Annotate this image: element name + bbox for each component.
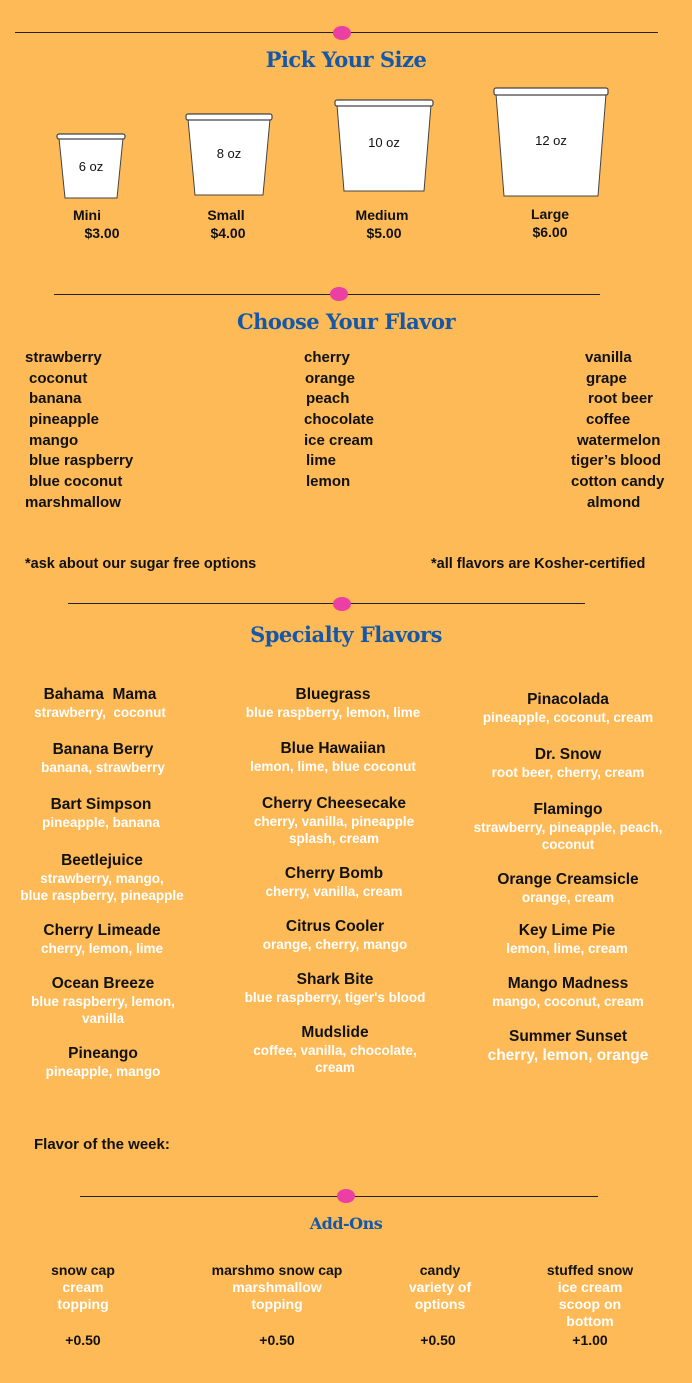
specialty-ingredients: cherry, vanilla, cream bbox=[265, 884, 403, 899]
size-price-large: $6.00 bbox=[532, 224, 568, 240]
flavor-item: lemon bbox=[306, 473, 351, 491]
flavor-item: ice cream bbox=[304, 431, 374, 449]
addon-desc: marshmallow bbox=[232, 1279, 322, 1295]
specialty-ingredients: blue raspberry, lemon, lime bbox=[245, 705, 421, 720]
specialty-flamingo bbox=[453, 801, 683, 853]
addon-marshmo-snow-cap[interactable] bbox=[192, 1262, 362, 1313]
flavor-item: tiger’s blood bbox=[571, 452, 661, 470]
specialty-name: Banana Berry bbox=[52, 741, 154, 758]
specialty-name: Bluegrass bbox=[295, 686, 371, 703]
addon-stuffed-snow[interactable] bbox=[505, 1262, 675, 1330]
specialty-ingredients-line2: coconut bbox=[541, 837, 595, 852]
specialty-ingredients: root beer, cherry, cream bbox=[491, 765, 645, 780]
size-name-small: Small bbox=[207, 207, 245, 223]
flavor-item: chocolate bbox=[304, 411, 375, 429]
specialty-name: Cherry Bomb bbox=[284, 865, 384, 882]
addon-name: snow cap bbox=[51, 1262, 115, 1278]
divider-dot-addons bbox=[337, 1189, 355, 1203]
specialty-summer-sunset bbox=[453, 1028, 683, 1066]
addon-desc: ice cream bbox=[557, 1279, 623, 1295]
specialty-ingredients: cherry, lemon, lime bbox=[40, 941, 164, 956]
specialty-name: Bart Simpson bbox=[50, 796, 152, 813]
flavor-item: coconut bbox=[29, 369, 88, 387]
flavor-item: pineapple bbox=[29, 411, 100, 429]
specialty-ingredients: coffee, vanilla, chocolate, bbox=[253, 1043, 417, 1058]
divider-dot-top bbox=[333, 26, 351, 40]
specialty-name: Blue Hawaiian bbox=[280, 740, 386, 757]
flavor-item: banana bbox=[29, 390, 82, 408]
specialty-cherry-limeade bbox=[0, 922, 217, 957]
flavor-item: strawberry bbox=[25, 349, 102, 366]
specialty-ingredients: lemon, lime, blue coconut bbox=[250, 759, 416, 774]
addon-desc: variety of bbox=[408, 1279, 472, 1295]
specialty-ingredients: pineapple, mango bbox=[45, 1064, 161, 1079]
flavor-column-2 bbox=[304, 348, 374, 493]
addon-desc: options bbox=[414, 1296, 466, 1312]
flavor-item: grape bbox=[586, 369, 627, 387]
flavor-item: peach bbox=[306, 390, 350, 408]
flavor-of-the-week-label: Flavor of the week: bbox=[34, 1136, 170, 1153]
cup-medium[interactable] bbox=[334, 99, 434, 192]
size-price-small: $4.00 bbox=[210, 225, 246, 241]
specialty-ingredients-line2: vanilla bbox=[81, 1011, 125, 1026]
specialty-name: Flamingo bbox=[533, 801, 603, 818]
addon-price-marshmo-snow-cap: +0.50 bbox=[259, 1332, 295, 1348]
specialty-blue-hawaiian bbox=[218, 740, 448, 775]
specialty-ingredients: cherry, vanilla, pineapple bbox=[253, 814, 415, 829]
specialty-name: Mudslide bbox=[301, 1024, 369, 1041]
specialty-ocean-breeze bbox=[0, 975, 218, 1027]
specialty-name: Cherry Limeade bbox=[43, 922, 161, 939]
specialty-mudslide bbox=[220, 1024, 450, 1076]
flavor-item: cotton candy bbox=[571, 473, 665, 491]
section-title-flavor: Choose Your Flavor bbox=[236, 309, 456, 334]
specialty-ingredients-line2: cream bbox=[315, 1060, 355, 1075]
flavor-item: blue coconut bbox=[29, 473, 123, 491]
cup-mini[interactable] bbox=[56, 133, 126, 199]
specialty-name: Orange Creamsicle bbox=[497, 871, 639, 888]
cup-large[interactable] bbox=[493, 87, 609, 197]
flavor-item: mango bbox=[29, 431, 79, 449]
note-sugar-free: *ask about our sugar free options bbox=[25, 556, 257, 572]
specialty-shark-bite bbox=[220, 971, 450, 1006]
specialty-ingredients-line2: splash, cream bbox=[288, 831, 380, 846]
specialty-ingredients: strawberry, pineapple, peach, bbox=[473, 820, 663, 835]
specialty-name: Bahama Mama bbox=[43, 686, 157, 703]
cup-mini-oz: 6 oz bbox=[78, 159, 104, 174]
divider-flavor bbox=[54, 294, 600, 295]
addon-candy[interactable] bbox=[355, 1262, 525, 1313]
addon-price-stuffed-snow: +1.00 bbox=[572, 1332, 608, 1348]
flavor-item: vanilla bbox=[585, 349, 632, 366]
specialty-ingredients: strawberry, mango, bbox=[40, 871, 164, 886]
specialty-name: Summer Sunset bbox=[508, 1028, 627, 1045]
specialty-name: Key Lime Pie bbox=[518, 922, 616, 939]
flavor-item: cherry bbox=[304, 349, 350, 366]
flavor-item: watermelon bbox=[577, 431, 661, 449]
size-name-large: Large bbox=[530, 206, 570, 222]
addon-desc: bottom bbox=[566, 1313, 614, 1329]
specialty-key-lime-pie bbox=[452, 922, 682, 957]
addon-name: marshmo snow cap bbox=[211, 1262, 343, 1278]
addon-price-snow-cap: +0.50 bbox=[65, 1332, 101, 1348]
specialty-ingredients: cherry, lemon, orange bbox=[487, 1047, 649, 1064]
specialty-citrus-cooler bbox=[220, 918, 450, 953]
specialty-name: Beetlejuice bbox=[61, 852, 143, 869]
specialty-banana-berry bbox=[0, 741, 218, 776]
cup-medium-oz: 10 oz bbox=[368, 135, 400, 150]
addon-desc: topping bbox=[57, 1296, 109, 1312]
divider-dot-specialty bbox=[333, 597, 351, 611]
addon-desc: scoop on bbox=[558, 1296, 622, 1312]
specialty-orange-creamsicle bbox=[453, 871, 683, 906]
specialty-ingredients: pineapple, banana bbox=[42, 815, 160, 830]
specialty-ingredients-line2: blue raspberry, pineapple bbox=[20, 888, 184, 903]
size-name-mini: Mini bbox=[73, 207, 101, 223]
specialty-ingredients: blue raspberry, lemon, bbox=[31, 994, 175, 1009]
specialty-cherry-cheesecake bbox=[219, 795, 449, 847]
specialty-ingredients: mango, coconut, cream bbox=[492, 994, 644, 1009]
specialty-ingredients: banana, strawberry bbox=[41, 760, 165, 775]
section-title-addons: Add-Ons bbox=[309, 1214, 383, 1233]
specialty-dr-snow bbox=[453, 746, 683, 781]
specialty-ingredients: orange, cherry, mango bbox=[262, 937, 408, 952]
section-title-size: Pick Your Size bbox=[265, 47, 427, 72]
flavor-column-1 bbox=[25, 348, 133, 514]
addon-desc: topping bbox=[251, 1296, 303, 1312]
specialty-ingredients: orange, cream bbox=[521, 890, 615, 905]
size-price-mini: $3.00 bbox=[84, 225, 120, 241]
addon-snow-cap[interactable] bbox=[0, 1262, 168, 1313]
specialty-ingredients: pineapple, coconut, cream bbox=[482, 710, 654, 725]
specialty-bart-simpson bbox=[0, 796, 216, 831]
flavor-column-3 bbox=[571, 348, 664, 514]
specialty-bluegrass bbox=[218, 686, 448, 721]
note-kosher: *all flavors are Kosher-certified bbox=[431, 556, 646, 572]
specialty-name: Citrus Cooler bbox=[285, 918, 385, 935]
size-name-medium: Medium bbox=[355, 207, 409, 223]
flavor-item: almond bbox=[587, 493, 641, 511]
flavor-item: root beer bbox=[588, 390, 654, 408]
specialty-beetlejuice bbox=[0, 852, 217, 904]
divider-specialty bbox=[68, 603, 585, 604]
specialty-pinacolada bbox=[453, 691, 683, 726]
specialty-cherry-bomb bbox=[219, 865, 449, 900]
specialty-mango-madness bbox=[453, 975, 683, 1010]
flavor-item: blue raspberry bbox=[29, 452, 134, 470]
cup-small[interactable] bbox=[185, 113, 273, 196]
addon-name: candy bbox=[419, 1262, 461, 1278]
addon-price-candy: +0.50 bbox=[420, 1332, 456, 1348]
cup-small-oz: 8 oz bbox=[216, 146, 242, 161]
flavor-item: orange bbox=[305, 369, 356, 387]
addon-desc: cream bbox=[62, 1279, 104, 1295]
specialty-ingredients: blue raspberry, tiger's blood bbox=[244, 990, 426, 1005]
specialty-name: Ocean Breeze bbox=[51, 975, 155, 992]
flavor-item: lime bbox=[306, 452, 337, 470]
divider-dot-flavor bbox=[330, 287, 348, 301]
specialty-name: Pinacolada bbox=[527, 691, 609, 708]
flavor-item: marshmallow bbox=[25, 493, 121, 511]
specialty-name: Mango Madness bbox=[507, 975, 629, 992]
size-price-medium: $5.00 bbox=[366, 225, 402, 241]
specialty-name: Shark Bite bbox=[296, 971, 374, 988]
flavor-item: coffee bbox=[586, 411, 631, 429]
specialty-name: Dr. Snow bbox=[534, 746, 602, 763]
specialty-ingredients: lemon, lime, cream bbox=[506, 941, 628, 956]
specialty-ingredients: strawberry, coconut bbox=[34, 705, 166, 720]
specialty-bahama-mama bbox=[0, 686, 215, 721]
specialty-pineango bbox=[0, 1045, 218, 1080]
section-title-specialty: Specialty Flavors bbox=[250, 622, 442, 647]
specialty-name: Cherry Cheesecake bbox=[262, 795, 406, 812]
addon-name: stuffed snow bbox=[546, 1262, 634, 1278]
specialty-name: Pineango bbox=[68, 1045, 138, 1062]
cup-large-oz: 12 oz bbox=[535, 133, 567, 148]
